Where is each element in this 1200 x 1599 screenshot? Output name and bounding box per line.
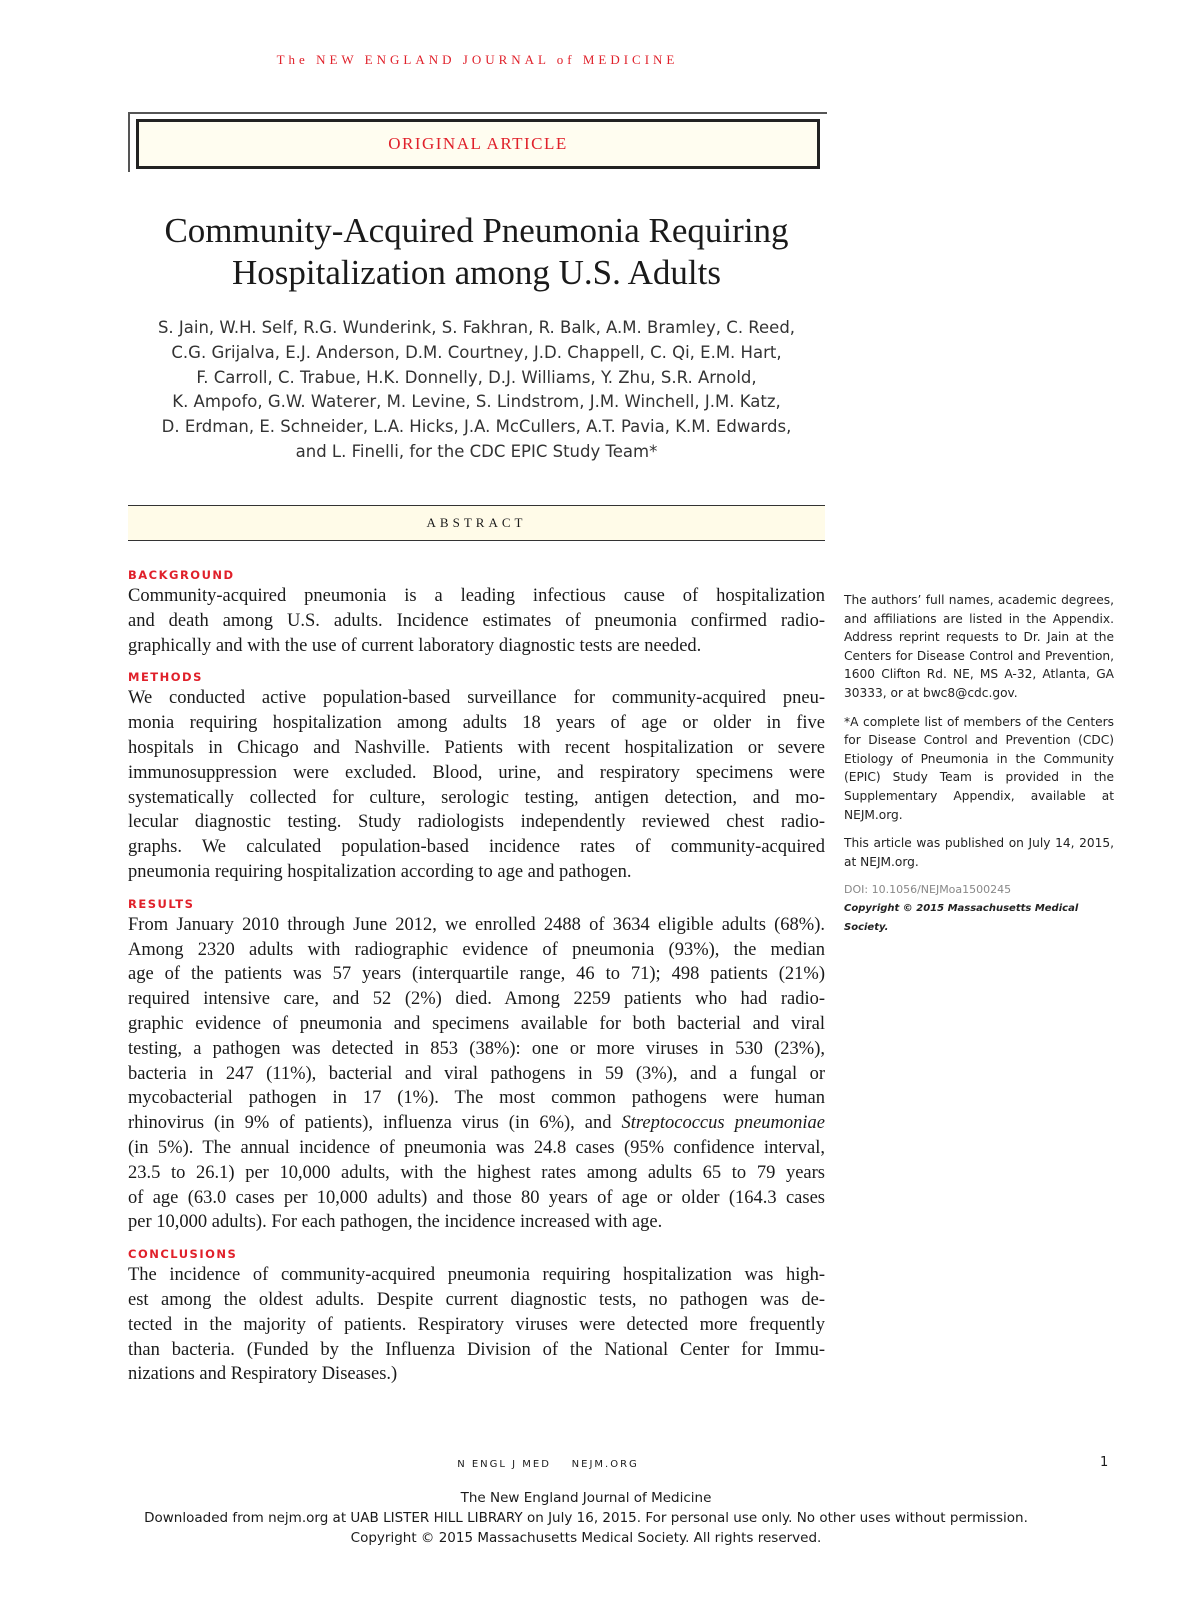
footer-download: Downloaded from nejm.org at UAB LISTER HILL LIBRARY on July 16, 2015. For personal use only. No other uses without permission. (144, 1510, 1028, 1526)
paragraph-line: bacteria in 247 (11%), bacterial and viral pathogens in 59 (3%), and a fungal or (128, 1063, 825, 1084)
paragraph-line: and death among U.S. adults. Incidence estimates of pneumonia confirmed radio- (128, 610, 825, 631)
doi[interactable]: DOI: 10.1056/NEJMoa1500245 (844, 883, 1012, 897)
paragraph-line: est among the oldest adults. Despite current diagnostic tests, no pathogen was de- (128, 1289, 825, 1310)
paragraph-line: monia requiring hospitalization among adults 18 years of age or older in five (128, 713, 825, 734)
journal-masthead: The NEW ENGLAND JOURNAL of MEDICINE (276, 52, 679, 67)
section-heading: RESULTS (128, 896, 195, 911)
paragraph-line: Community-acquired pneumonia is a leading infectious cause of hospitalization (128, 586, 825, 606)
paragraph-line: lecular diagnostic testing. Study radiologists independently reviewed chest radio- (128, 812, 825, 833)
paragraph-line: mycobacterial pathogen in 17 (1%). The most common pathogens were human (128, 1088, 825, 1109)
paragraph-line: required intensive care, and 52 (2%) died. Among 2259 patients who had radio- (128, 989, 825, 1010)
title-line: Hospitalization among U.S. Adults (231, 253, 721, 292)
paragraph-line: of age (63.0 cases per 10,000 adults) and those 80 years of age or older (164.3 cases (128, 1187, 825, 1208)
footer-journal: The New England Journal of Medicine (460, 1490, 712, 1506)
section-heading: METHODS (128, 670, 203, 685)
author-line: S. Jain, W.H. Self, R.G. Wunderink, S. Fakhran, R. Balk, A.M. Bramley, C. Reed, (157, 318, 796, 337)
paragraph-line: rhinovirus (in 9% of patients), influenza virus (in 6%), and Streptococcus pneumoniae (128, 1113, 825, 1134)
paragraph-line: The incidence of community-acquired pneumonia requiring hospitalization was high- (128, 1265, 825, 1286)
section-heading: CONCLUSIONS (128, 1247, 238, 1262)
page-number: 1 (1100, 1455, 1109, 1470)
paragraph-line: pneumonia requiring hospitalization according to age and pathogen. (128, 861, 632, 882)
paragraph-line: graphic evidence of pneumonia and specimens available for both bacterial and viral (128, 1013, 825, 1034)
paragraph-line: per 10,000 adults). For each pathogen, the incidence increased with age. (128, 1212, 663, 1233)
study-team-note: *A complete list of members of the Centers for Disease Control and Prevention (CDC) Etiology of Pneumonia in the Community (EPIC) Study Team is provided in the Supplementary Appendix, available at NEJM.org. (844, 714, 1114, 822)
abstract-heading: ABSTRACT (128, 505, 825, 541)
paragraph-line: than bacteria. (Funded by the Influenza Division of the National Center for Immu- (128, 1339, 825, 1360)
author-line: and L. Finelli, for the CDC EPIC Study Team* (295, 441, 658, 461)
affiliations-note: The authors’ full names, academic degrees, and affiliations are listed in the Appendix. Address reprint requests to Dr. Jain at the Centers for Disease Control and Prevention, 1600 Clifton Rd. NE, MS A-32, Atlanta, GA 30333, or at bwc8@cdc.gov. (844, 593, 1114, 700)
paragraph-line: graphs. We calculated population-based incidence rates of community-acquired (128, 837, 825, 858)
author-line: D. Erdman, E. Schneider, L.A. Hicks, J.A. McCullers, A.T. Pavia, K.M. Edwards, (161, 417, 792, 437)
paragraph-line: We conducted active population-based surveillance for community-acquired pneu- (128, 688, 825, 709)
publication-note: This article was published on July 14, 2015, at NEJM.org. (844, 836, 1114, 869)
paragraph-line: systematically collected for culture, serologic testing, antigen detection, and mo- (128, 787, 825, 808)
paragraph-line: immunosuppression were excluded. Blood, urine, and respiratory specimens were (128, 762, 825, 783)
section-heading: BACKGROUND (128, 568, 235, 582)
download-notice (0, 1488, 1172, 1548)
paragraph-line: graphically and with the use of current laboratory diagnostic tests are needed. (128, 635, 702, 656)
paragraph-line: nizations and Respiratory Diseases.) (128, 1364, 398, 1385)
paragraph-line: (in 5%). The annual incidence of pneumonia was 24.8 cases (95% confidence interval, (128, 1137, 825, 1158)
author-line: F. Carroll, C. Trabue, H.K. Donnelly, D.J. Williams, Y. Zhu, S.R. Arnold, (196, 367, 757, 387)
paragraph-line: 23.5 to 26.1) per 10,000 adults, with the highest rates among adults 65 to 79 years (128, 1162, 825, 1183)
paragraph-line: age of the patients was 57 years (interquartile range, 46 to 71); 498 patients (21%) (128, 964, 825, 985)
article-type-label: ORIGINAL ARTICLE (136, 119, 820, 169)
footer-copyright: Copyright © 2015 Massachusetts Medical Society. All rights reserved. (350, 1530, 822, 1546)
running-footer: N ENGL J MED NEJM.ORG (457, 1459, 639, 1470)
paragraph-line: testing, a pathogen was detected in 853 (38%): one or more viruses in 530 (23%), (128, 1038, 825, 1059)
author-line: K. Ampofo, G.W. Waterer, M. Levine, S. Lindstrom, J.M. Winchell, J.M. Katz, (172, 392, 781, 412)
paragraph-line: tected in the majority of patients. Respiratory viruses were detected more frequently (128, 1314, 825, 1335)
paragraph-line: hospitals in Chicago and Nashville. Patients with recent hospitalization or severe (128, 737, 825, 758)
paragraph-line: Among 2320 adults with radiographic evidence of pneumonia (93%), the median (128, 939, 825, 960)
abstract-body (128, 566, 825, 1387)
paragraph-line: From January 2010 through June 2012, we enrolled 2488 of 3634 eligible adults (68%). (128, 914, 825, 935)
author-line: C.G. Grijalva, E.J. Anderson, D.M. Courtney, J.D. Chappell, C. Qi, E.M. Hart, (171, 342, 782, 362)
title-line: Community-Acquired Pneumonia Requiring (164, 211, 789, 250)
article-title (128, 210, 825, 294)
author-list (128, 316, 825, 465)
sidebar-notes (844, 591, 1114, 937)
copyright-note: Copyright © 2015 Massachusetts Medical Society. (844, 902, 1079, 933)
